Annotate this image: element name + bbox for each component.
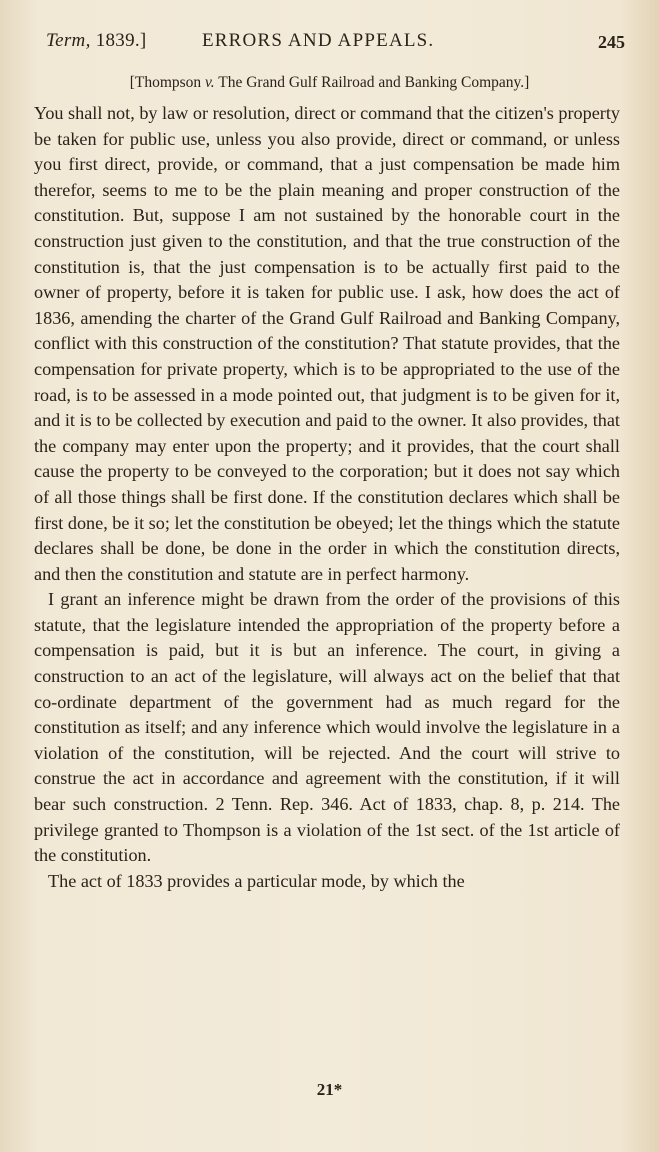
paragraph-3: The act of 1833 provides a particular mode, by which the <box>48 870 465 891</box>
term-label: Term, 1839.] <box>46 30 147 51</box>
body-text <box>34 101 620 894</box>
page-number: 245 <box>598 32 625 52</box>
running-head <box>46 30 625 60</box>
signature-mark: 21* <box>316 1080 343 1099</box>
paragraph-1: You shall not, by law or resolution, direct or command that the citizen's property be taken for public use, unless you also provide, direct or command, or unless you first direct, provide, or command, that a just compensation be made him therefor, seems to me to be the plain meaning and proper construction of the constitution. But, suppose I am not sustained by the honorable court in the construction just given to the constitution, and that the true construction of the constitution is, that the just compensation is to be actually first paid to the owner of property, before it is taken for public use. I ask, how does the act of 1836, amending the charter of the Grand Gulf Railroad and Banking Company, conflict with this construction of the constitution? That statute provides, that the compensation for private property, which is to be appropriated to the use of the road, is to be assessed in a mode pointed out, that judgment is to be given for it, and it is to be collected by execution and paid to the owner. It also provides, that the company may enter upon the property; and it provides, that the court shall cause the property to be conveyed to the corporation; but it does not say which of all those things shall be first done. If the constitution declares which shall be first done, be it so; let the constitution be obeyed; let the things which the statute declares shall be done, be done in the order in which the constitution directs, and then the constitution and statute are in perfect harmony. <box>34 103 620 584</box>
case-caption: [Thompson v. The Grand Gulf Railroad and Banking Company.] <box>129 74 530 91</box>
running-title: ERRORS AND APPEALS. <box>202 30 435 51</box>
paragraph-2: I grant an inference might be drawn from the order of the provisions of this statute, that the legislature intended the appropriation of the property before a compensation is paid, but it is but an inference. The court, in giving a construction to an act of the legislature, will always act on the belief that that co-ordinate department of the government had as much regard for the constitution as itself; and any inference which would involve the legislature in a violation of the constitution, will be rejected. And the court will strive to construe the act in accordance and agreement with the constitution, if it will bear such construction. 2 Tenn. Rep. 346. Act of 1833, chap. 8, p. 214. The privilege granted to Thompson is a violation of the 1st sect. of the 1st article of the constitution. <box>34 589 620 866</box>
